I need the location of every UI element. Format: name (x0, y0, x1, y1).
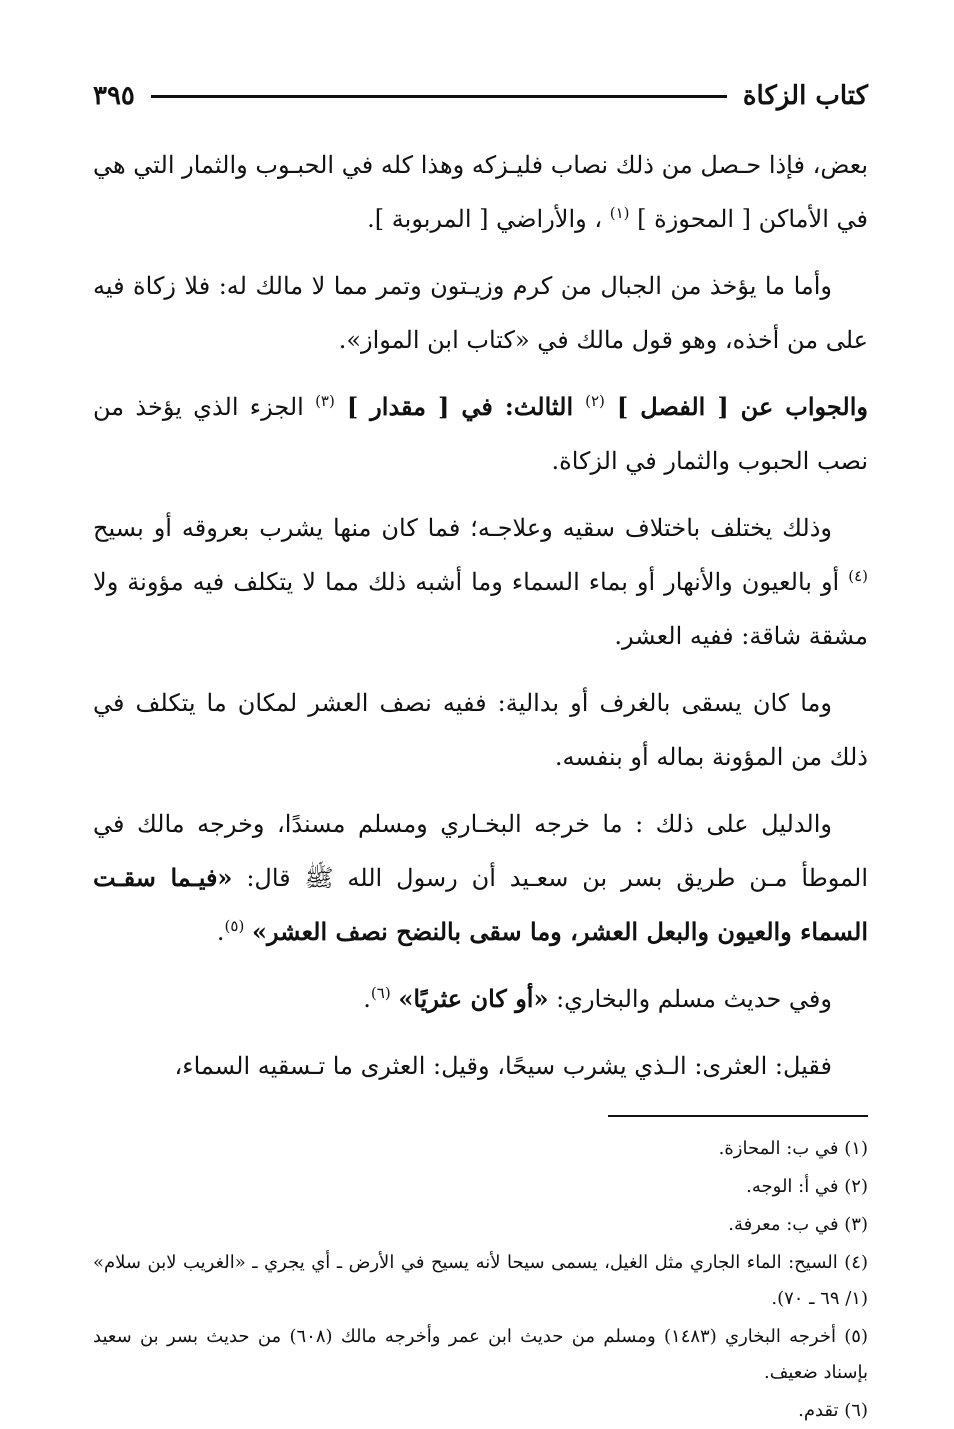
paragraph (93, 972, 868, 1026)
paragraph-text: وفي حديث مسلم والبخاري: (548, 985, 832, 1013)
main-text (93, 138, 868, 1093)
paragraph-text: فقيل: العثرى: الـذي يشرب سيحًا، وقيل: العثرى ما تـسقيه السماء، (174, 1052, 832, 1080)
paragraph (93, 380, 868, 488)
paragraph-text: وما كان يسقى بالغرف أو بدالية: ففيه نصف العشر لمكان ما يتكلف في ذلك من المؤونة بماله أو بنفسه. (93, 689, 868, 771)
footnote-reference: (٤) (848, 567, 868, 585)
page-number: ٣٩٥ (93, 81, 135, 111)
paragraph-text (244, 918, 252, 946)
footnote: (١) في ب: المحازة. (718, 1138, 868, 1159)
footnote: (٣) في ب: معرفة. (728, 1214, 868, 1235)
paragraph-text: والدليل على ذلك : ما خرجه البخـاري ومسلم مسندًا، وخرجه مالك في الموطأ مـن طريق بسر بن سعـيد أن رسول الله ﷺ قال: (93, 810, 869, 892)
paragraph-text: . (363, 985, 371, 1013)
paragraph (93, 501, 868, 663)
footnote-reference: (٥) (224, 917, 245, 935)
footnote: (٢) في أ: الوجه. (746, 1176, 868, 1197)
paragraph-text: بعض، فإذا حـصل من ذلك نصاب فليـزكه وهذا كله في الحبـوب والثمار التي هي في الأماكن [ المحوزة ] (93, 151, 868, 233)
footnote-reference: (٦) (370, 984, 391, 1002)
footnote-reference: (٣) (315, 392, 335, 410)
emphasized-text: والجواب عن [ الفصل ] (604, 392, 868, 421)
chapter-title: كتاب الزكاة (742, 81, 868, 111)
paragraph-text: وأما ما يؤخذ من الجبال من كرم وزيـتون وتمر مما لا مالك له: فلا زكاة فيه على من أخذه، وهو قول مالك في «كتاب ابن المواز». (93, 272, 868, 354)
emphasized-text: الثالث: في [ مقدار ] (334, 392, 586, 421)
footnotes (93, 1131, 868, 1429)
paragraph-text: الجزء الذي يؤخذ من نصب الحبوب والثمار في الزكاة. (93, 393, 868, 475)
paragraph-text: . (216, 918, 225, 946)
paragraph-text: ، والأراضي [ المربوبة ]. (367, 205, 610, 233)
paragraph (93, 138, 868, 246)
paragraph (93, 676, 868, 784)
footnote-reference: (١) (609, 204, 630, 222)
header-rule (151, 95, 727, 98)
paragraph (93, 1039, 868, 1093)
footnote: (٥) أخرجه البخاري (١٤٨٣) ومسلم من حديث ابن عمر وأخرجه مالك (٦٠٨) من حديث بسر بن سعيد بإسناد ضعيف. (93, 1326, 868, 1383)
book-page (93, 70, 869, 1421)
emphasized-text: «فيـما سقـت السماء والعيون والبعل العشر، وما سقى بالنضح نصف العشر» (93, 863, 868, 946)
running-header (93, 70, 868, 122)
paragraph-text: وذلك يختلف باختلاف سقيه وعلاجـه؛ فما كان منها يشرب بعروقه أو بسيح (93, 514, 832, 542)
footnote-separator (608, 1115, 868, 1117)
paragraph (93, 797, 868, 959)
paragraph (93, 259, 868, 367)
footnote: (٤) السيح: الماء الجاري مثل الغيل، يسمى سيحا لأنه يسيح في الأرض ـ أي يجري ـ «الغريب لابن سلام» (١/ ٦٩ ـ ٧٠). (93, 1252, 868, 1309)
footnote: (٦) تقدم. (798, 1400, 868, 1421)
emphasized-text: «أو كان عثريًا» (398, 984, 549, 1013)
footnote-reference: (٢) (585, 392, 605, 410)
paragraph-text: أو بالعيون والأنهار أو بماء السماء وما أشبه ذلك مما لا يتكلف فيه مؤونة ولا مشقة شاقة: ففيه العشر. (93, 568, 868, 650)
